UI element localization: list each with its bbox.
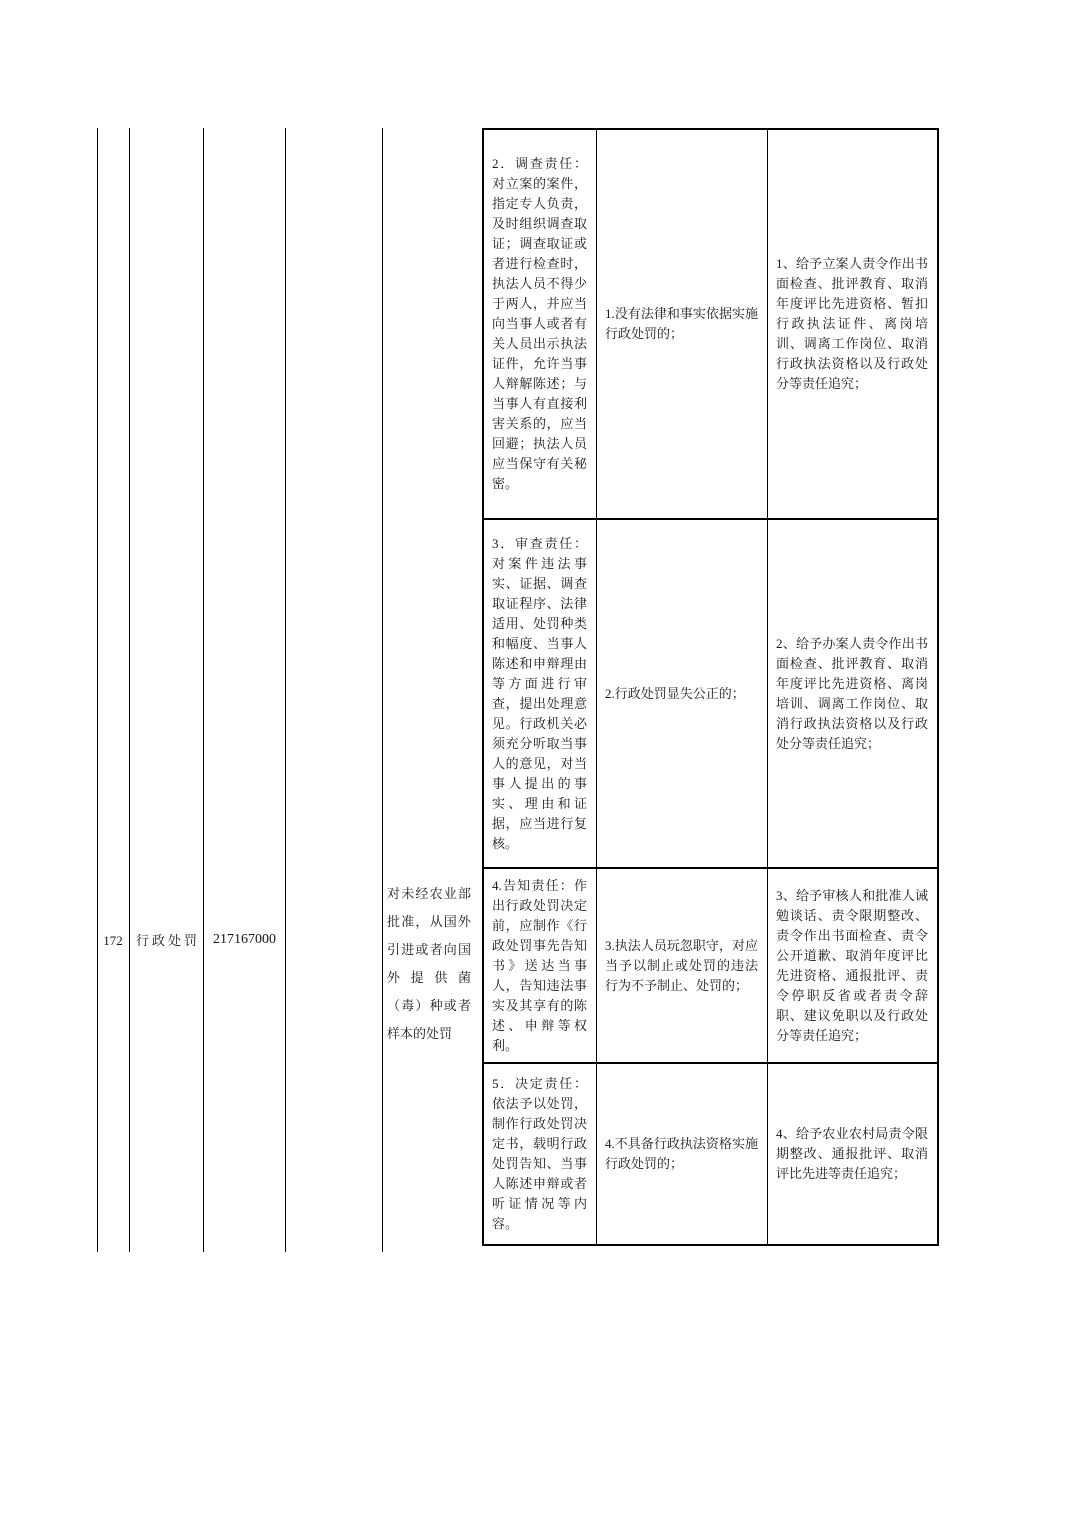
table-column-divider-2: [129, 128, 130, 1252]
accountability-measure-cell: [767, 130, 937, 518]
table-row-investigation: [484, 130, 937, 518]
table-column-divider-1: [97, 128, 98, 1252]
accountability-case-cell: [596, 869, 767, 1062]
power-code-cell: 217167000: [213, 932, 276, 947]
duty-cell: [484, 869, 596, 1062]
accountability-measure-text: 4、给予农业农村局责令限期整改、通报批评、取消评比先进等责任追究；: [776, 1126, 928, 1181]
duty-text: 3．审查责任：对案件违法事实、证据、调查取证程序、法律适用、处罚种类和幅度、当事人陈述和申辩理由等方面进行审查，提出处理意见。行政机关必须充分听取当事人的意见，对当事人提出的事实、理由和证据，应当进行复核。: [492, 535, 587, 851]
duty-text: 5．决定责任：依法予以处罚，制作行政处罚决定书，载明行政处罚告知、当事人陈述申辩或者听证情况等内容。: [492, 1076, 587, 1231]
duty-text: 4.告知责任：作出行政处罚决定前，应制作《行政处罚事先告知书》送达当事人，告知违法事实及其享有的陈述、申辩等权利。: [492, 877, 587, 1053]
accountability-case-text: 4.不具备行政执法资格实施行政处罚的；: [605, 1136, 758, 1171]
accountability-measure-cell: [767, 520, 937, 867]
responsibility-matrix-table: [482, 128, 939, 1246]
accountability-case-text: 3.执法人员玩忽职守，对应当予以制止或处罚的违法行为不予制止、处罚的；: [605, 937, 758, 993]
table-column-divider-5: [382, 128, 383, 1252]
accountability-measure-text: 3、给予审核人和批准人诫勉谈话、责令限期整改、责令作出书面检查、责令公开道歉、取消年度评比先进资格、通报批评、责令停职反省或者责令辞职、建议免职以及行政处分等责任追究；: [776, 887, 928, 1043]
duty-cell: [484, 520, 596, 867]
accountability-case-text: 2.行政处罚显失公正的；: [605, 685, 745, 701]
power-name-cell: 对未经农业部批准，从国外引进或者向国外提供菌（毒）种或者样本的处罚: [387, 886, 471, 1041]
table-column-divider-4: [285, 128, 286, 1252]
accountability-measure-cell: [767, 1064, 937, 1244]
duty-cell: [484, 1064, 596, 1244]
duty-text: 2．调查责任：对立案的案件，指定专人负责，及时组织调查取证；调查取证或者进行检查时，执法人员不得少于两人，并应当向当事人或者有关人员出示执法证件，允许当事人辩解陈述；与当事人有直接利害关系的，应当回避；执法人员应当保守有关秘密。: [492, 156, 587, 491]
accountability-measure-cell: [767, 869, 937, 1062]
power-type-cell: 行政处罚: [135, 933, 200, 948]
table-column-divider-3: [203, 128, 204, 1252]
accountability-case-cell: [596, 1064, 767, 1244]
table-row-notification: [484, 867, 937, 1062]
accountability-measure-text: 2、给予办案人责令作出书面检查、批评教育、取消年度评比先进资格、离岗培训、调离工作岗位、取消行政执法资格以及行政处分等责任追究；: [776, 635, 928, 751]
serial-number-cell: 172: [103, 933, 123, 948]
table-row-decision: [484, 1062, 937, 1244]
accountability-case-text: 1.没有法律和事实依据实施行政处罚的；: [605, 306, 758, 341]
accountability-measure-text: 1、给予立案人责令作出书面检查、批评教育、取消年度评比先进资格、暂扣行政执法证件、离岗培训、调离工作岗位、取消行政执法资格以及行政处分等责任追究；: [776, 256, 928, 391]
table-row-review: [484, 518, 937, 867]
accountability-case-cell: [596, 130, 767, 518]
duty-cell: [484, 130, 596, 518]
accountability-case-cell: [596, 520, 767, 867]
